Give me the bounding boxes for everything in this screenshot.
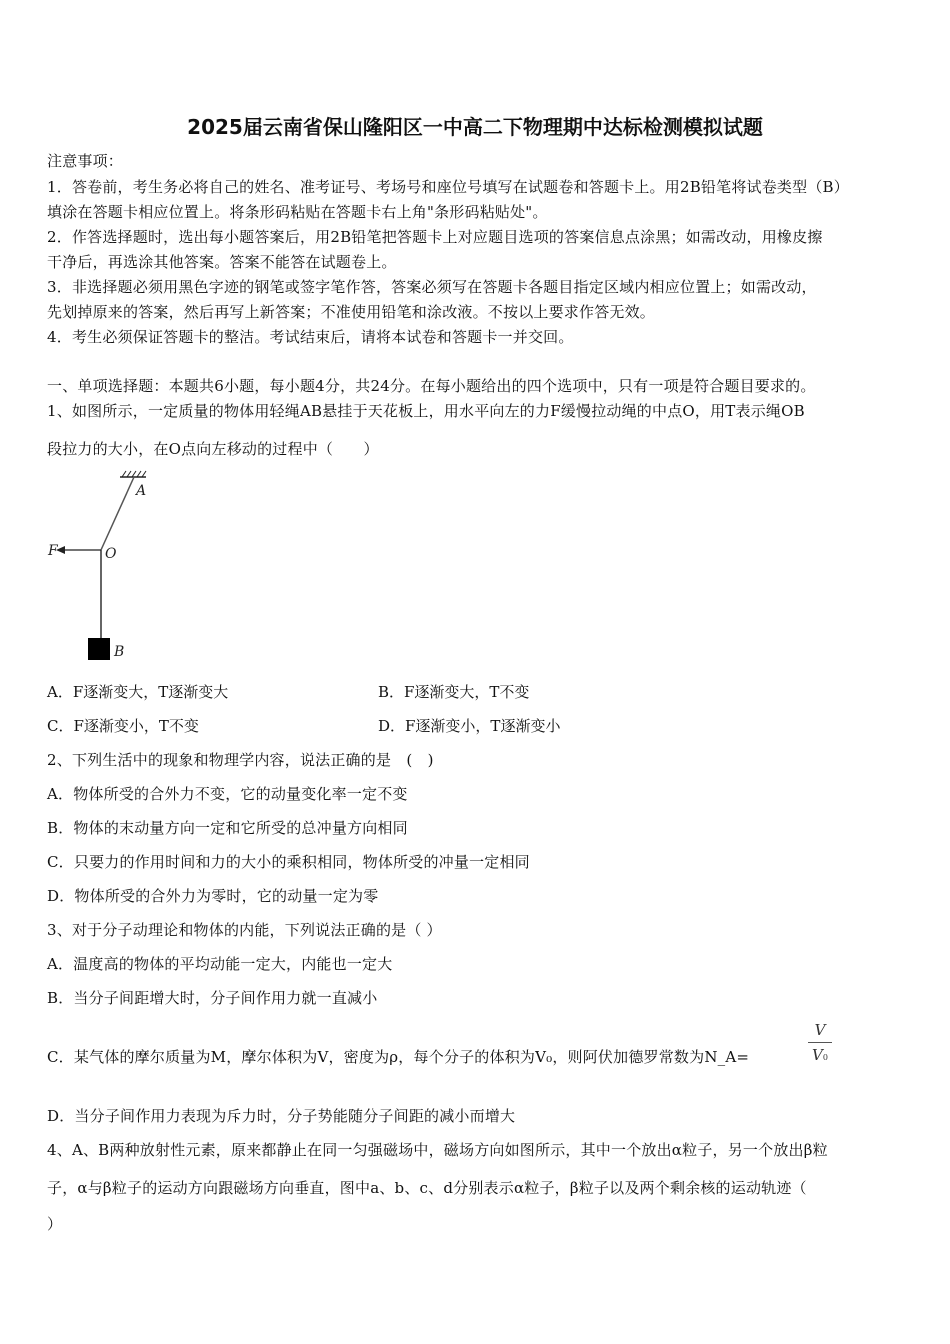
- q1-option-c[interactable]: C．F逐渐变小，T不变: [47, 717, 199, 735]
- rope-ao: [101, 477, 134, 550]
- question-4-stem-cont: 子，α与β粒子的运动方向跟磁场方向垂直，图中a、b、c、d分别表示α粒子，β粒子以及两个剩余核的运动轨迹（: [47, 1179, 807, 1197]
- fraction-bar: [808, 1042, 832, 1043]
- question-1-stem: 1、如图所示，一定质量的物体用轻绳AB悬挂于天花板上，用水平向左的力F缓慢拉动绳的中点O，用T表示绳OB: [47, 402, 805, 420]
- note-line: 2．作答选择题时，选出每小题答案后，用2B铅笔把答题卡上对应题目选项的答案信息点涂黑；如需改动，用橡皮擦: [47, 228, 823, 246]
- question-4-stem: 4、A、B两种放射性元素，原来都静止在同一匀强磁场中，磁场方向如图所示，其中一个放出α粒子，另一个放出β粒: [47, 1141, 828, 1159]
- question-4-stem-end: ）: [47, 1215, 63, 1233]
- exam-title: 2025届云南省保山隆阳区一中高二下物理期中达标检测模拟试题: [187, 115, 763, 139]
- fraction-denominator-base: V: [812, 1046, 823, 1064]
- q2-option-a[interactable]: A．物体所受的合外力不变，它的动量变化率一定不变: [47, 785, 408, 803]
- note-line: 1．答卷前，考生务必将自己的姓名、准考证号、考场号和座位号填写在试题卷和答题卡上。用2B铅笔将试卷类型（B）: [47, 178, 849, 196]
- q1-option-d[interactable]: D．F逐渐变小，T逐渐变小: [378, 717, 561, 735]
- q2-option-c[interactable]: C．只要力的作用时间和力的大小的乘积相同，物体所受的冲量一定相同: [47, 853, 530, 871]
- note-line: 3．非选择题必须用黑色字迹的钢笔或签字笔作答，答案必须写在答题卡各题目指定区域内相应位置上；如需改动，: [47, 278, 817, 296]
- label-a: A: [136, 483, 147, 499]
- q3-option-a[interactable]: A．温度高的物体的平均动能一定大，内能也一定大: [47, 955, 393, 973]
- q3-option-c[interactable]: C．某气体的摩尔质量为M，摩尔体积为V，密度为ρ，每个分子的体积为V₀，则阿伏加德罗常数为N_A=: [47, 1048, 750, 1066]
- fraction-denominator: [808, 1045, 832, 1068]
- notes-heading: 注意事项：: [47, 152, 124, 170]
- q3-option-d[interactable]: D．当分子间作用力表现为斥力时，分子势能随分子间距的减小而增大: [47, 1107, 516, 1125]
- rope-diagram: [40, 468, 160, 668]
- q1-option-b[interactable]: B．F逐渐变大，T不变: [378, 683, 530, 701]
- q2-option-b[interactable]: B．物体的末动量方向一定和它所受的总冲量方向相同: [47, 819, 408, 837]
- block-b: [88, 638, 110, 660]
- label-o: O: [105, 546, 117, 562]
- question-2-stem: 2、下列生活中的现象和物理学内容，说法正确的是 ( ): [47, 751, 434, 769]
- fraction-numerator: V: [814, 1021, 826, 1039]
- avogadro-fraction: [808, 1020, 832, 1068]
- note-line: 干净后，再选涂其他答案。答案不能答在试题卷上。: [47, 253, 397, 271]
- label-f: F: [48, 543, 58, 559]
- note-line: 填涂在答题卡相应位置上。将条形码粘贴在答题卡右上角"条形码粘贴处"。: [47, 203, 548, 221]
- section-heading: 一、单项选择题：本题共6小题，每小题4分，共24分。在每小题给出的四个选项中，只有一项是符合题目要求的。: [47, 377, 816, 395]
- fraction-denominator-sub: 0: [822, 1053, 828, 1062]
- ceiling-hatch: [122, 471, 146, 477]
- question-3-stem: 3、对于分子动理论和物体的内能，下列说法正确的是（ ）: [47, 921, 442, 939]
- note-line: 先划掉原来的答案，然后再写上新答案；不准使用铅笔和涂改液。不按以上要求作答无效。: [47, 303, 656, 321]
- q1-option-a[interactable]: A．F逐渐变大，T逐渐变大: [47, 683, 229, 701]
- question-1-stem-cont: 段拉力的大小，在O点向左移动的过程中（ ）: [47, 440, 379, 458]
- q3-option-b[interactable]: B．当分子间距增大时，分子间作用力就一直减小: [47, 989, 378, 1007]
- q2-option-d[interactable]: D．物体所受的合外力为零时，它的动量一定为零: [47, 887, 379, 905]
- note-line: 4．考生必须保证答题卡的整洁。考试结束后，请将本试卷和答题卡一并交回。: [47, 328, 574, 346]
- label-b: B: [114, 644, 125, 660]
